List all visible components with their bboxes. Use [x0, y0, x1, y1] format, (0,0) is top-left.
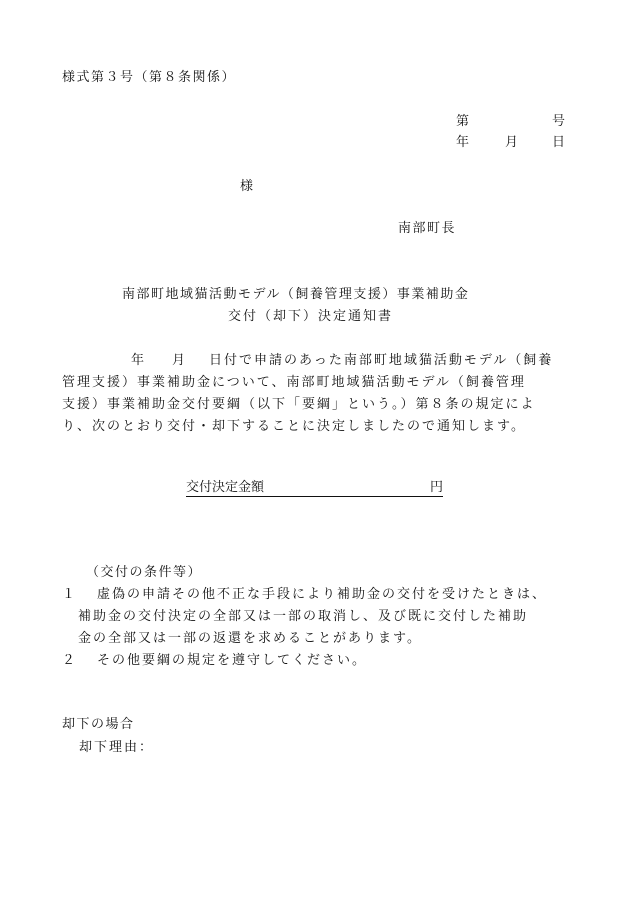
date-year: 年 — [456, 135, 470, 150]
condition-1-num: １ — [62, 587, 76, 602]
conditions-heading: （交付の条件等） — [86, 565, 203, 580]
number-prefix: 第 — [456, 114, 470, 129]
amount-unit: 円 — [429, 480, 443, 495]
date-month: 月 — [505, 135, 519, 150]
body-line2: 管理支援）事業補助金について、南部町地域猫活動モデル（飼養管理 — [62, 375, 526, 390]
body-line1-rest: 日付で申請のあった南部町地域猫活動モデル（飼養 — [209, 353, 554, 368]
condition-2-line1: その他要綱の規定を遵守してください。 — [97, 653, 368, 668]
amount-line — [186, 476, 443, 497]
condition-1-line1: 虚偽の申請その他不正な手段により補助金の交付を受けたときは、 — [97, 587, 548, 602]
rejection-heading: 却下の場合 — [62, 717, 135, 732]
condition-1-line3: 金の全部又は一部の返還を求めることがあります。 — [78, 631, 422, 646]
condition-1-line2: 補助金の交付決定の全部又は一部の取消し、及び既に交付した補助 — [78, 609, 529, 624]
body-date-year: 年 — [131, 353, 147, 368]
form-id: 様式第３号（第８条関係） — [62, 70, 237, 85]
body-date-month: 月 — [172, 353, 188, 368]
condition-2-num: ２ — [62, 653, 76, 668]
sender: 南部町長 — [398, 221, 457, 236]
rejection-reason-label: 却下理由： — [79, 740, 155, 755]
recipient-suffix: 様 — [240, 179, 254, 194]
body-line1 — [131, 349, 553, 368]
body-line3: 支援）事業補助金交付要綱（以下「要綱」という。）第８条の規定によ — [62, 397, 536, 412]
date-day: 日 — [552, 135, 566, 150]
title-line1: 南部町地域猫活動モデル（飼養管理支援）事業補助金 — [122, 287, 470, 302]
amount-label: 交付決定金額 — [186, 480, 265, 495]
body-line4: り、次のとおり交付・却下することに決定しましたので通知します。 — [62, 419, 526, 434]
title-line2: 交付（却下）決定通知書 — [228, 309, 394, 324]
number-suffix: 号 — [552, 114, 566, 129]
